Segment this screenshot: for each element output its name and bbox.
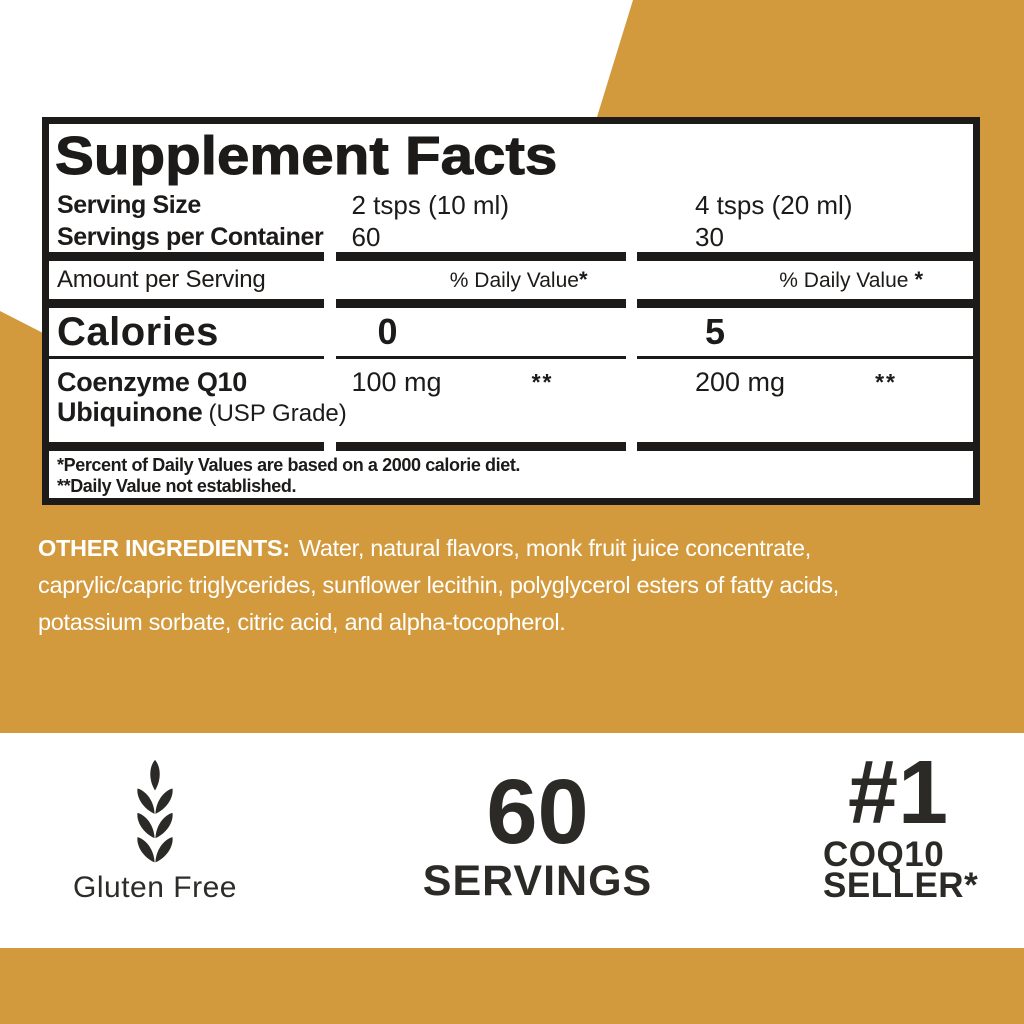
other-ingredients: [38, 530, 998, 641]
thick-rule: [49, 299, 973, 308]
feature-strip: [0, 733, 1024, 948]
double-asterisk: **: [875, 369, 897, 395]
serving-size-row: [49, 190, 973, 220]
coq10-amount-2: 200 mg **: [695, 367, 897, 397]
bestseller-badge: [823, 743, 979, 905]
bestseller-line-2: SELLER*: [823, 866, 979, 905]
daily-value-header-2: % Daily Value *: [779, 267, 923, 292]
amount-per-serving-label: Amount per Serving: [57, 266, 266, 293]
coq10-amount-1: 100 mg **: [351, 367, 554, 397]
servings-count: 60: [486, 761, 589, 863]
calories-value-1: 0: [377, 311, 398, 352]
serving-size-label: Serving Size: [57, 191, 201, 219]
other-ingredients-label: OTHER INGREDIENTS:: [38, 535, 290, 561]
thin-rule: [49, 356, 973, 359]
gluten-free-badge: [35, 759, 275, 905]
panel-title: Supplement Facts: [55, 126, 558, 186]
servings-per-container-value-1: 60: [351, 222, 381, 252]
asterisk: *: [578, 267, 588, 292]
other-ingredients-line-1: OTHER INGREDIENTS: Water, natural flavors, monk fruit juice concentrate,: [38, 535, 812, 561]
calories-row: [49, 308, 973, 356]
panel-header: [49, 124, 973, 252]
servings-label: SERVINGS: [422, 857, 653, 905]
serving-size-value-2: 4 tsps (20 ml): [695, 190, 853, 220]
coq10-name-cell: [49, 367, 347, 442]
footnote-daily-values: *Percent of Daily Values are based on a 2000 calorie diet.: [57, 455, 521, 475]
wheat-icon: [128, 759, 182, 865]
bestseller-rank: #1: [847, 743, 949, 843]
other-ingredients-line-3: potassium sorbate, citric acid, and alpha-tocopherol.: [38, 609, 566, 635]
servings-per-container-row: [49, 222, 973, 252]
asterisk: *: [914, 267, 923, 292]
serving-size-value-1: 2 tsps (10 ml): [351, 190, 509, 220]
other-ingredients-line-2: caprylic/capric triglycerides, sunflower lecithin, polyglycerol esters of fatty acids,: [38, 572, 839, 598]
servings-per-container-value-2: 30: [695, 222, 724, 252]
amount-per-serving-row: [49, 261, 973, 299]
servings-badge: [405, 761, 670, 906]
footnotes: [49, 451, 973, 497]
gluten-free-label: Gluten Free: [73, 871, 237, 904]
bestseller-line-1: COQ10: [823, 835, 945, 874]
servings-per-container-label: Servings per Container: [57, 223, 324, 251]
thick-rule: [49, 442, 973, 451]
coq10-subname: Ubiquinone (USP Grade): [57, 397, 347, 427]
calories-value-2: 5: [705, 311, 726, 352]
double-asterisk: **: [531, 369, 554, 395]
coq10-name: Coenzyme Q10: [57, 367, 247, 397]
calories-label: Calories: [57, 309, 219, 354]
thick-rule: [49, 252, 973, 261]
coq10-row: [49, 359, 973, 442]
footnote-dv-not-established: **Daily Value not established.: [57, 476, 297, 496]
daily-value-header-1: % Daily Value*: [449, 267, 588, 292]
supplement-facts-panel: [42, 117, 980, 505]
